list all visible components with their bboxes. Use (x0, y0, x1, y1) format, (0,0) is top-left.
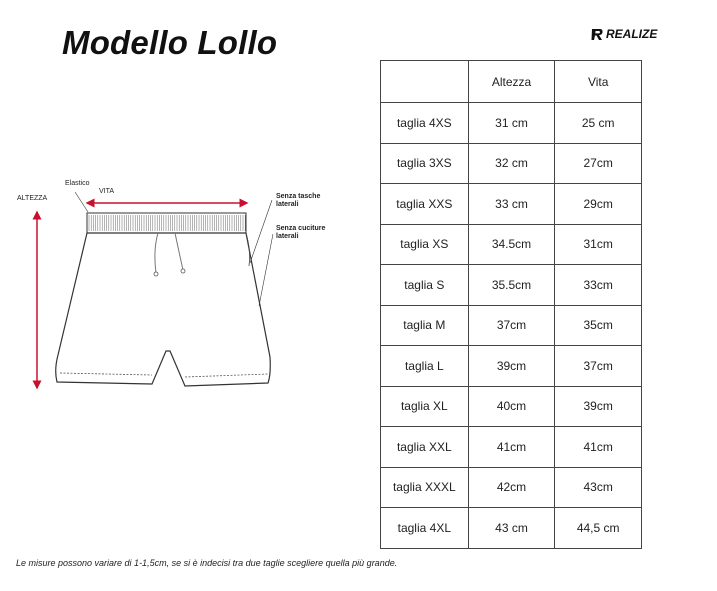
altezza-cell: 40cm (468, 386, 555, 427)
table-row (381, 386, 642, 427)
elastico-label: Elastico (65, 180, 90, 187)
table-row (381, 265, 642, 306)
table-header-row (381, 61, 642, 103)
altezza-cell: 43 cm (468, 508, 555, 549)
vita-cell: 25 cm (555, 103, 642, 144)
header-cell (381, 61, 469, 103)
table-row (381, 427, 642, 468)
brand-logo (590, 27, 657, 41)
vita-cell: 37cm (555, 346, 642, 387)
altezza-cell: 33 cm (468, 184, 555, 225)
vita-cell: 27cm (555, 143, 642, 184)
table-row (381, 143, 642, 184)
size-cell: taglia 3XS (381, 143, 469, 184)
altezza-cell: 41cm (468, 427, 555, 468)
altezza-label: ALTEZZA (17, 195, 48, 202)
altezza-cell: 42cm (468, 467, 555, 508)
size-cell: taglia XL (381, 386, 469, 427)
size-table (380, 60, 642, 549)
footer-note: Le misure possono variare di 1-1,5cm, se si è indecisi tra due taglie scegliere quella più grande. (16, 558, 398, 568)
senza-tasche-label: Senza tasche laterali (276, 193, 321, 208)
table-row (381, 346, 642, 387)
page-title: Modello Lollo (62, 24, 278, 61)
table-row (381, 224, 642, 265)
vita-cell: 31cm (555, 224, 642, 265)
vita-cell: 43cm (555, 467, 642, 508)
shorts-diagram (0, 170, 360, 430)
size-cell: taglia L (381, 346, 469, 387)
vita-cell: 33cm (555, 265, 642, 306)
table-row (381, 508, 642, 549)
size-cell: taglia XS (381, 224, 469, 265)
brand-name: REALIZE (606, 27, 658, 41)
altezza-cell: 32 cm (468, 143, 555, 184)
size-cell: taglia M (381, 305, 469, 346)
table-row (381, 305, 642, 346)
size-cell: taglia S (381, 265, 469, 306)
header-cell: Altezza (468, 61, 555, 103)
table-row (381, 467, 642, 508)
altezza-cell: 35.5cm (468, 265, 555, 306)
vita-label: VITA (99, 188, 115, 195)
size-cell: taglia XXXL (381, 467, 469, 508)
altezza-cell: 37cm (468, 305, 555, 346)
altezza-cell: 39cm (468, 346, 555, 387)
senza-cuciture-label: Senza cuciture laterali (276, 225, 326, 240)
altezza-cell: 31 cm (468, 103, 555, 144)
table-row (381, 103, 642, 144)
table-row (381, 184, 642, 225)
size-cell: taglia XXS (381, 184, 469, 225)
vita-cell: 44,5 cm (555, 508, 642, 549)
shorts-body (56, 233, 271, 386)
vita-cell: 29cm (555, 184, 642, 225)
size-cell: taglia XXL (381, 427, 469, 468)
size-cell: taglia 4XL (381, 508, 469, 549)
vita-cell: 35cm (555, 305, 642, 346)
vita-cell: 41cm (555, 427, 642, 468)
header-cell: Vita (555, 61, 642, 103)
vita-cell: 39cm (555, 386, 642, 427)
shorts-outline (0, 170, 360, 430)
realize-logo-icon (590, 28, 604, 41)
altezza-cell: 34.5cm (468, 224, 555, 265)
size-cell: taglia 4XS (381, 103, 469, 144)
